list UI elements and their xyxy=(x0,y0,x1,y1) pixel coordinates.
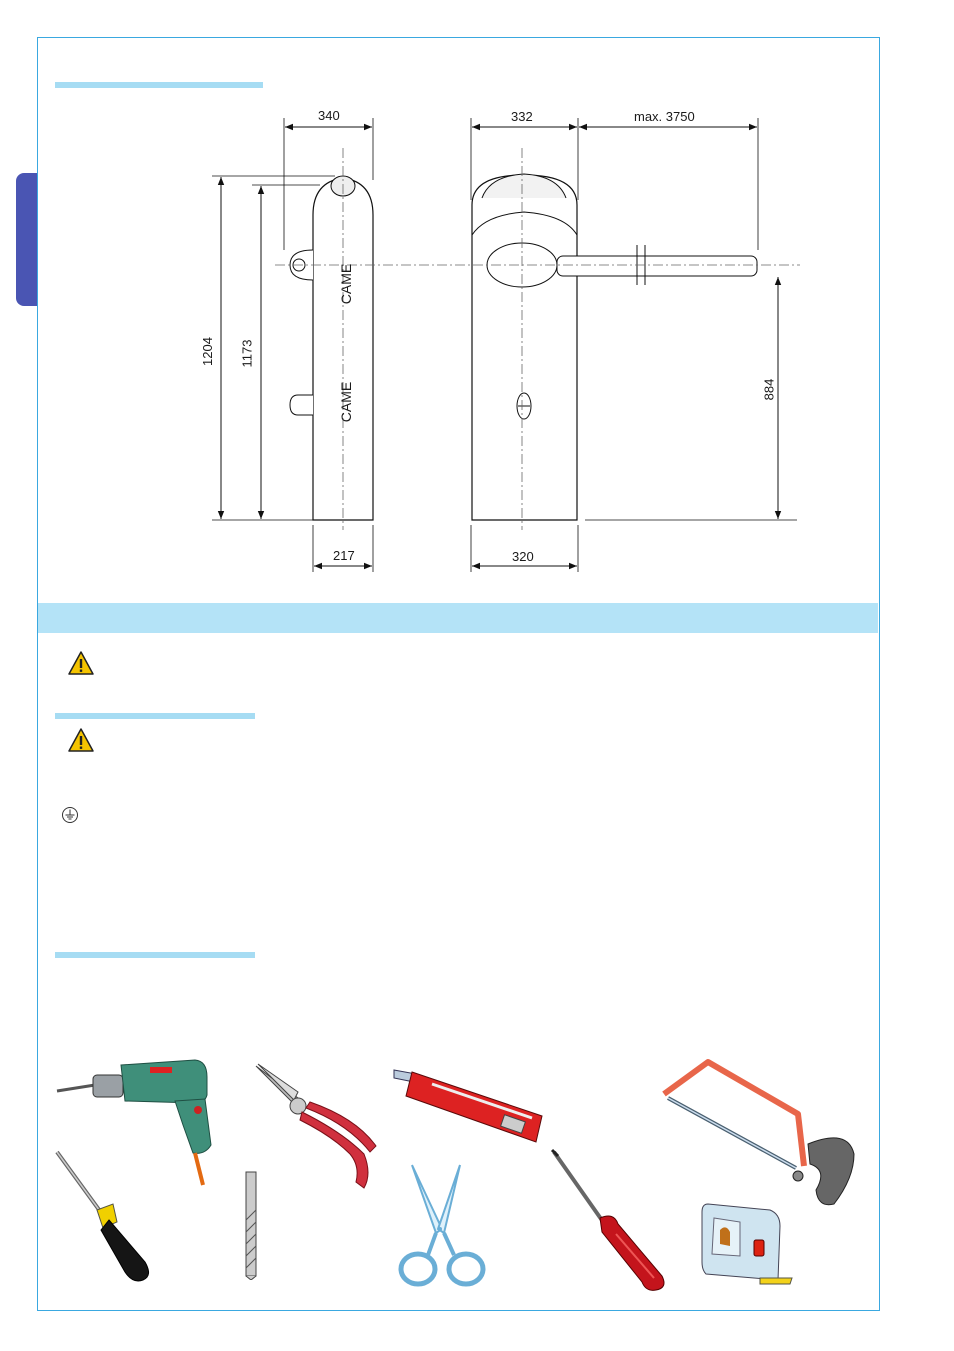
cutter-knife-icon xyxy=(392,1066,552,1146)
dim-arm-height: 884 xyxy=(761,378,777,401)
warning-icon xyxy=(67,727,95,753)
hacksaw-icon xyxy=(658,1058,858,1208)
barrier-dimension-drawing xyxy=(0,0,954,600)
dim-body-height: 1173 xyxy=(239,339,255,368)
section-bar-tools xyxy=(55,952,255,958)
front-view-barrier-arm xyxy=(557,256,757,276)
brand-label-lower: CAME xyxy=(338,381,355,423)
dim-top-left-width: 340 xyxy=(318,108,340,123)
dim-top-right-width: 332 xyxy=(511,109,533,124)
scissors-icon xyxy=(394,1163,494,1288)
side-view-lock xyxy=(290,395,313,415)
dim-base-right-width: 320 xyxy=(512,549,534,564)
dim-total-height: 1204 xyxy=(199,337,215,366)
dim-base-left-width: 217 xyxy=(333,548,355,563)
dim-arm-length: max. 3750 xyxy=(634,109,695,124)
brand-label-upper: CAME xyxy=(338,263,355,305)
drill-bit-icon xyxy=(241,1170,261,1280)
section-bar-safety xyxy=(55,713,255,719)
flat-screwdriver-icon xyxy=(53,1148,163,1283)
front-view-lamp-dome xyxy=(482,174,566,198)
tape-measure-icon xyxy=(700,1200,795,1290)
pliers-icon xyxy=(252,1062,382,1192)
warning-icon xyxy=(67,650,95,676)
ground-icon xyxy=(61,806,79,824)
front-view-cabinet xyxy=(472,175,577,520)
phillips-screwdriver-icon xyxy=(550,1148,670,1293)
section-band xyxy=(38,603,878,633)
